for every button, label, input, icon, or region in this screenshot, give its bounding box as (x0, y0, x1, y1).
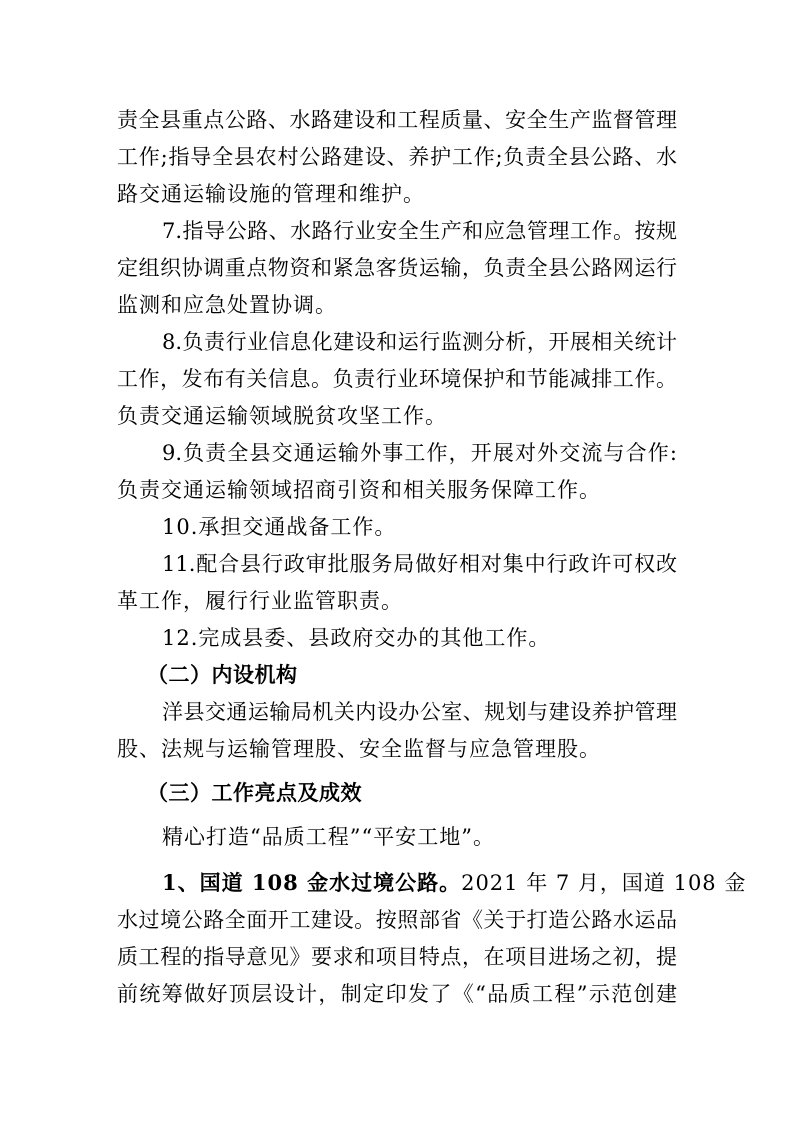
paragraph-line: 定组织协调重点物资和紧急客货运输，负责全县公路网运行 (117, 256, 677, 280)
paragraph-line: 前统筹做好顶层设计，制定印发了《“品质工程”示范创建 (117, 982, 677, 1006)
paragraph-line: 负责交通运输领域脱贫攻坚工作。 (117, 404, 447, 428)
paragraph-line: 革工作，履行行业监管职责。 (117, 589, 403, 613)
paragraph-line: 11.配合县行政审批服务局做好相对集中行政许可权改 (162, 552, 677, 576)
paragraph-line: 质工程的指导意见》要求和项目特点，在项目进场之初，提 (117, 945, 677, 969)
paragraph-line: 工作，发布有关信息。负责行业环境保护和节能减排工作。 (117, 367, 677, 391)
paragraph-line: 监测和应急处置协调。 (117, 293, 337, 317)
section-heading: （三）工作亮点及成效 (147, 781, 362, 805)
paragraph-line: 洋县交通运输局机关内设办公室、规划与建设养护管理 (162, 700, 677, 724)
paragraph-line: 责全县重点公路、水路建设和工程质量、安全生产监督管理 (117, 108, 677, 132)
paragraph-line: 9.负责全县交通运输外事工作，开展对外交流与合作: (162, 441, 677, 465)
highlight-title: 1、国道 108 金水过境公路。 (162, 870, 462, 895)
paragraph-line: 路交通运输设施的管理和维护。 (117, 182, 425, 206)
paragraph-line: 8.负责行业信息化建设和运行监测分析，开展相关统计 (162, 330, 677, 354)
section-heading: （二）内设机构 (147, 663, 298, 687)
paragraph-line: 12.完成县委、县政府交办的其他工作。 (162, 626, 551, 650)
paragraph-line (162, 869, 747, 897)
highlight-text: 2021 年 7 月，国道 108 金 (461, 871, 747, 895)
paragraph-line: 精心打造“品质工程”“平安工地”。 (162, 825, 495, 849)
paragraph-line: 工作;指导全县农村公路建设、养护工作;负责全县公路、水 (117, 145, 677, 169)
paragraph-line: 水过境公路全面开工建设。按照部省《关于打造公路水运品 (117, 908, 677, 932)
paragraph-line: 10.承担交通战备工作。 (162, 515, 397, 539)
paragraph-line: 7.指导公路、水路行业安全生产和应急管理工作。按规 (162, 219, 677, 243)
paragraph-line: 负责交通运输领域招商引资和相关服务保障工作。 (117, 478, 601, 502)
paragraph-line: 股、法规与运输管理股、安全监督与应急管理股。 (117, 737, 601, 761)
